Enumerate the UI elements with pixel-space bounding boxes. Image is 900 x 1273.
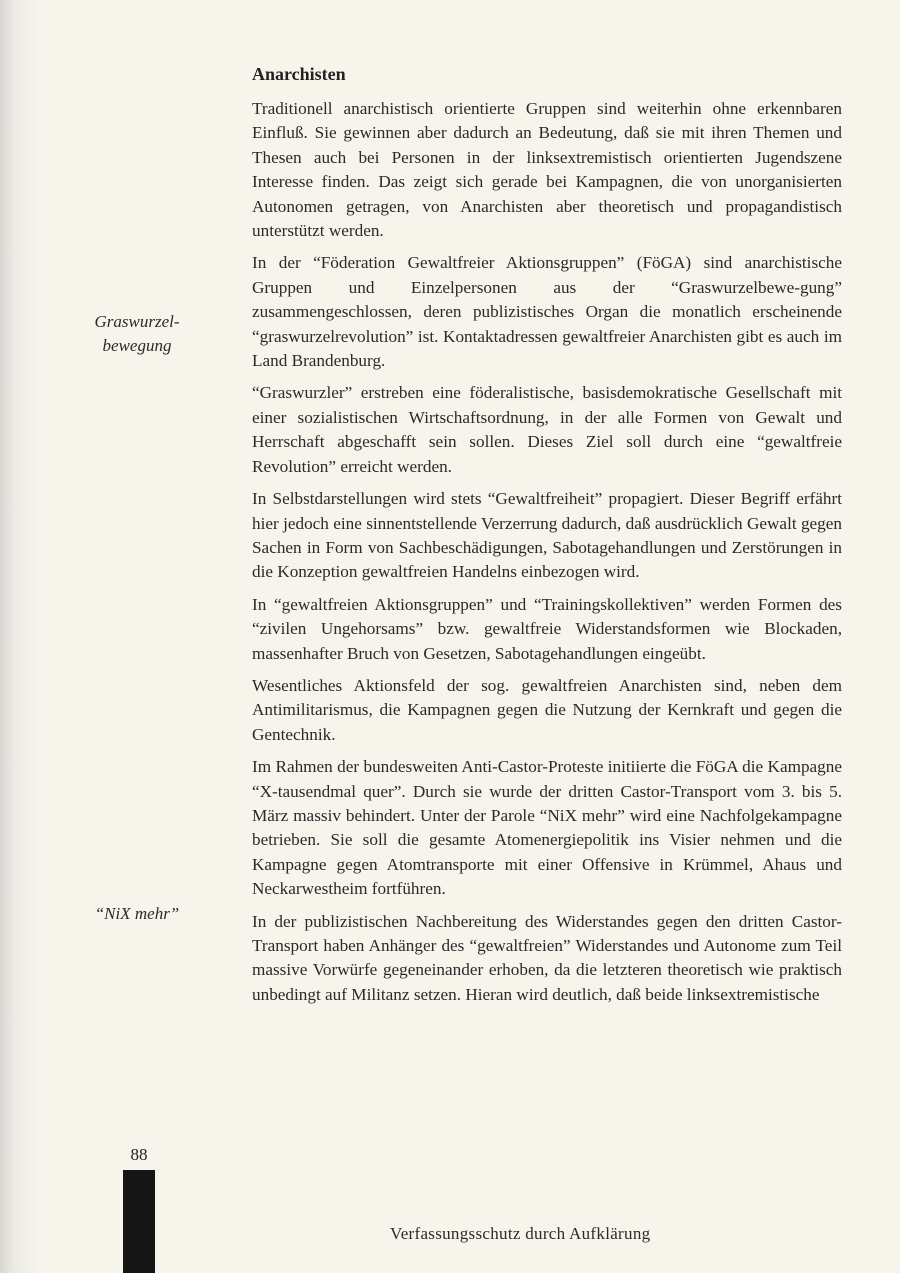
thumb-index-bar	[123, 1170, 155, 1273]
margin-note-nix-mehr: “NiX mehr”	[94, 904, 180, 923]
paragraph: In der “Föderation Gewaltfreier Aktionsgruppen” (FöGA) sind anarchistische Gruppen und Einzelpersonen aus der “Graswurzelbewe-gung” zusammengeschlossen, deren publizistisches Organ die monatlich erscheinende “graswurzelrevolution” ist. Kontaktadressen gewaltfreier Anarchisten gibt es auch im Land Brandenburg.	[252, 253, 842, 371]
paragraph: Im Rahmen der bundesweiten Anti-Castor-Proteste initiierte die FöGA die Kampagne “X-tausendmal quer”. Durch sie wurde der dritten Castor-Transport vom 3. bis 5. März massiv behindert. Unter der Parole “NiX mehr” wird eine Nachfolgekampagne betrieben. Sie soll die gesamte Atomenergiepolitik ins Visier nehmen und die Kampagne gegen Atomtransporte mit einer Offensive in Krümmel, Ahaus und Neckarwestheim fortführen.	[252, 757, 842, 899]
body-text	[252, 97, 842, 1015]
paragraph: In “gewaltfreien Aktionsgruppen” und “Trainingskollektiven” werden Formen des “zivilen Ungehorsams” bzw. gewaltfreie Widerstandsformen wie Blockaden, massenhafter Bruch von Gesetzen, Sabotagehandlungen eingeübt.	[252, 594, 842, 663]
paragraph: In Selbstdarstellungen wird stets “Gewaltfreiheit” propagiert. Dieser Begriff erfährt hier jedoch eine sinnentstellende Verzerrung dadurch, daß ausdrücklich Gewalt gegen Sachen in Form von Sachbeschädigungen, Sabotagehandlungen und Zerstörungen in die Konzeption gewaltfreien Handelns einbezogen wird.	[252, 489, 842, 582]
paragraph: Wesentliches Aktionsfeld der sog. gewaltfreien Anarchisten sind, neben dem Antimilitarismus, die Kampagnen gegen die Nutzung der Kernkraft und gegen die Gentechnik.	[252, 675, 842, 744]
paragraph: “Graswurzler” erstreben eine föderalistische, basisdemokratische Gesellschaft mit einer sozialistischen Wirtschaftsordnung, in der alle Formen von Gewalt und Herrschaft abgeschafft sein sollen. Dieses Ziel soll durch eine “gewaltfreie Revolution” erreicht werden.	[252, 383, 842, 476]
section-heading: Anarchisten	[252, 64, 346, 84]
running-footer: Verfassungsschutz durch Aufklärung	[390, 1224, 651, 1243]
page-number: 88	[130, 1145, 148, 1164]
margin-note-graswurzelbewegung: Graswurzel- bewegung	[94, 312, 180, 355]
paragraph: In der publizistischen Nachbereitung des Widerstandes gegen den dritten Castor-Transport haben Anhänger des “gewaltfreien” Widerstandes und Autonome zum Teil massive Vorwürfe gegeneinander erhoben, da die letzteren theoretisch wie praktisch unbedingt auf Militanz setzen. Hieran wird deutlich, daß beide linksextremistische	[252, 911, 842, 1004]
page-binding-edge	[0, 0, 40, 1273]
paragraph: Traditionell anarchistisch orientierte Gruppen sind weiterhin ohne erkennbaren Einfluß. Sie gewinnen aber dadurch an Bedeutung, daß sie mit ihren Themen und Thesen auch bei Personen in der linksextremistisch orientierten Jugendszene Interesse finden. Das zeigt sich gerade bei Kampagnen, die von unorganisierten Autonomen getragen, von Anarchisten aber theoretisch und propagandistisch unterstützt werden.	[252, 99, 842, 241]
